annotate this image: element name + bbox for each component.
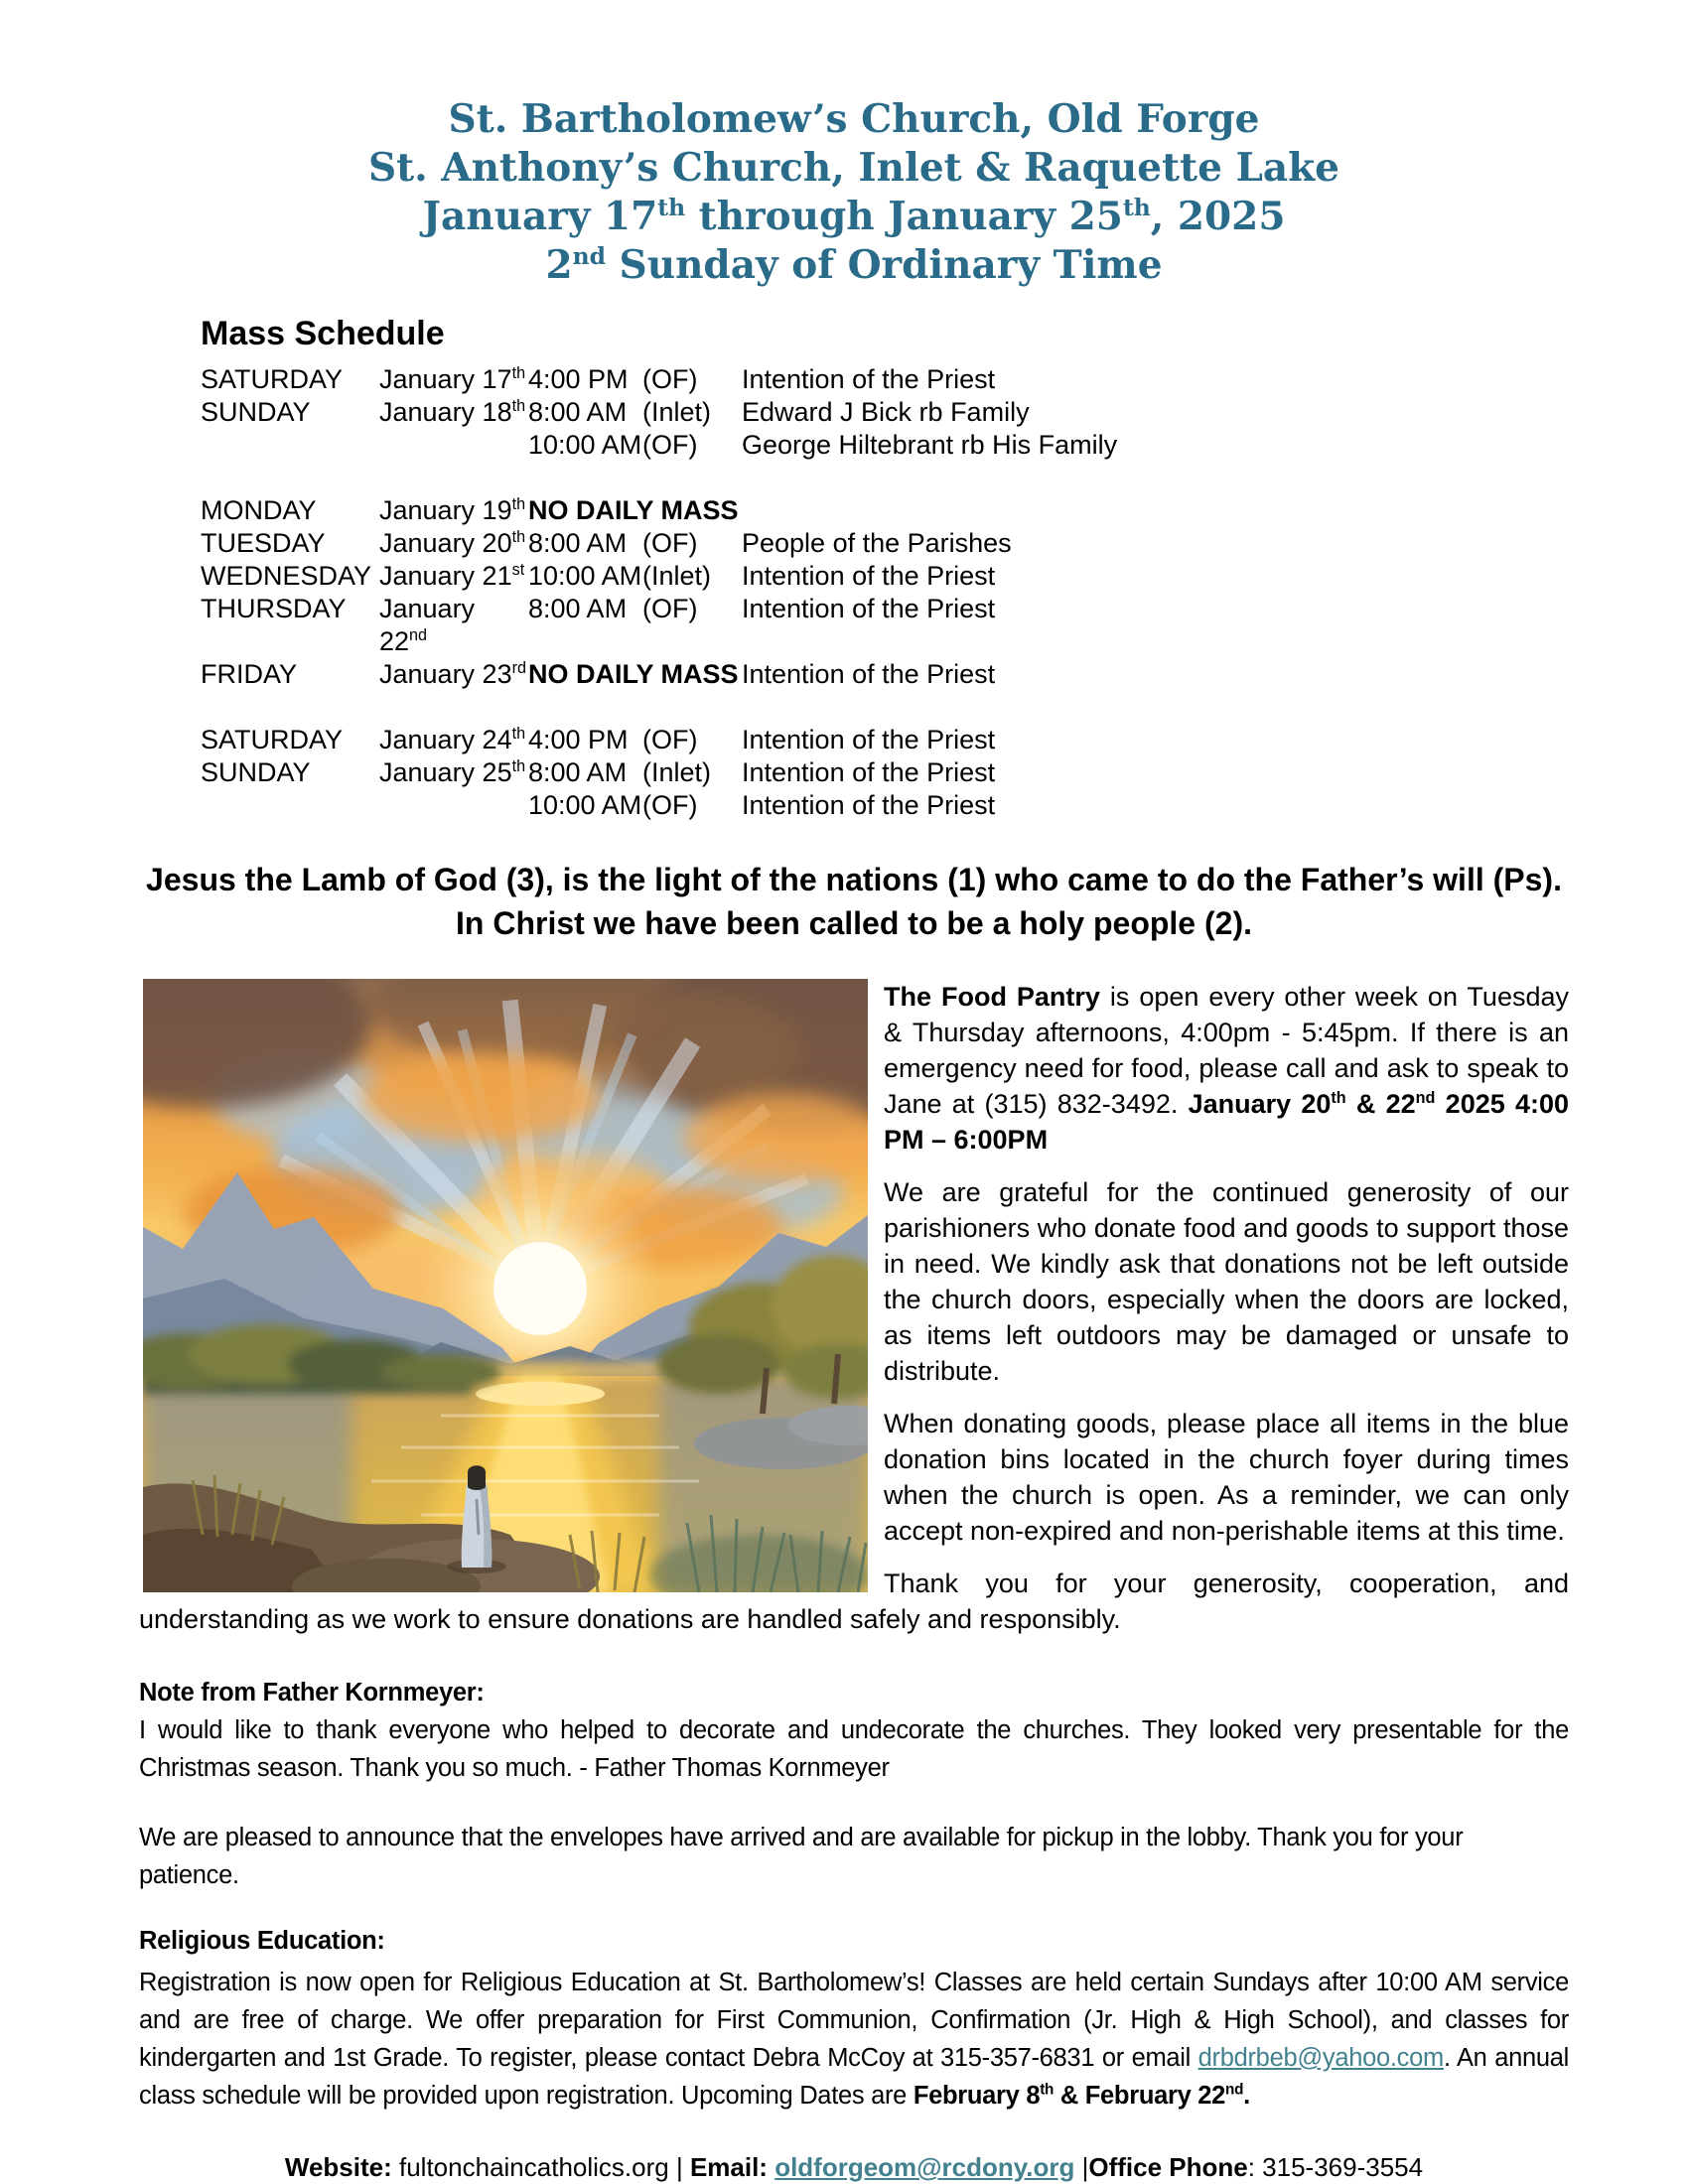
bulletin-header: [139, 95, 1569, 290]
church-name-line-2: [139, 144, 1569, 193]
schedule-intention: Intention of the Priest: [742, 659, 996, 689]
schedule-day: [201, 429, 379, 462]
schedule-row: [201, 756, 1569, 789]
schedule-intention: [742, 494, 1569, 527]
schedule-date: [379, 429, 528, 462]
schedule-time: NO DAILY MASS: [528, 659, 739, 689]
text-segment: .: [1243, 2082, 1250, 2110]
schedule-row: [201, 560, 1569, 593]
schedule-date: January 24th: [379, 725, 526, 754]
schedule-time: 8:00 AM: [528, 594, 628, 623]
schedule-date: January 19th: [379, 495, 526, 525]
text-segment: fultonchaincatholics.org: [399, 2152, 676, 2182]
text-segment: |: [675, 2152, 690, 2182]
schedule-day: SUNDAY: [201, 757, 311, 787]
text-segment: nd: [1415, 1089, 1436, 1107]
schedule-intention: Edward J Bick rb Family: [742, 397, 1030, 427]
text-segment: 2025 4:00 PM – 6:00PM: [884, 1089, 1569, 1155]
schedule-date: January 23rd: [379, 659, 526, 689]
schedule-intention: Intention of the Priest: [742, 594, 996, 623]
religious-education-body: [139, 1964, 1569, 2115]
text-segment: & 22: [1345, 1089, 1416, 1119]
schedule-location: (Inlet): [642, 757, 712, 787]
schedule-day: THURSDAY: [201, 594, 347, 623]
text-segment: February 8: [913, 2082, 1041, 2110]
religious-education-section: [139, 1922, 1569, 2115]
text-segment: , 2025: [1150, 194, 1286, 239]
text-segment: th: [1122, 194, 1151, 221]
schedule-time: 8:00 AM: [528, 528, 628, 558]
schedule-row: [201, 527, 1569, 560]
contact-footer: [139, 2152, 1569, 2183]
schedule-intention: Intention of the Priest: [742, 561, 996, 591]
schedule-intention: Intention of the Priest: [742, 725, 996, 754]
text-segment: The Food Pantry: [884, 982, 1100, 1012]
schedule-location: (OF): [642, 725, 698, 754]
sunset-lake-artwork: [143, 979, 868, 1592]
text-segment: January 17: [422, 194, 658, 239]
schedule-time: NO DAILY MASS: [528, 495, 739, 525]
schedule-location: (OF): [642, 790, 698, 820]
schedule-day: [201, 789, 379, 822]
mass-schedule-rows: [139, 363, 1569, 822]
schedule-location: (OF): [642, 364, 698, 394]
registration-email-link[interactable]: drbdrbeb@yahoo.com: [1197, 2044, 1444, 2072]
envelopes-announcement: We are pleased to announce that the envelopes have arrived and are available for pickup in the lobby. Thank you for your patience.: [139, 1824, 1464, 1889]
schedule-intention: Intention of the Priest: [742, 364, 996, 394]
schedule-row: [201, 593, 1569, 658]
schedule-row: [201, 658, 1569, 691]
schedule-date: January 17th: [379, 364, 526, 394]
pastor-note-heading: Note from Father Kornmeyer:: [139, 1679, 485, 1706]
schedule-time: 8:00 AM: [528, 397, 628, 427]
schedule-date: January 21st: [379, 561, 525, 591]
schedule-date: January 22nd: [379, 594, 476, 656]
schedule-row: [201, 396, 1569, 429]
schedule-time: 8:00 AM: [528, 757, 628, 787]
text-segment: & February 22: [1054, 2082, 1226, 2110]
schedule-day: WEDNESDAY: [201, 561, 372, 591]
text-segment: th: [1040, 2081, 1055, 2099]
schedule-location: (OF): [642, 528, 698, 558]
schedule-time: 4:00 PM: [528, 364, 629, 394]
text-segment: 2: [545, 242, 573, 288]
mass-schedule-title: Mass Schedule: [201, 315, 445, 352]
schedule-day: TUESDAY: [201, 528, 326, 558]
text-segment: Website:: [284, 2152, 399, 2182]
schedule-spacer: [139, 462, 1569, 494]
text-segment: nd: [1225, 2081, 1244, 2099]
date-range-line: [139, 193, 1569, 241]
schedule-intention: People of the Parishes: [742, 528, 1012, 558]
office-email-link[interactable]: oldforgeom@rcdony.org: [774, 2152, 1075, 2182]
mass-schedule-section: [139, 312, 1569, 822]
text-segment: Thank you for your generosity, cooperation, and understanding as we work to ensure donations are handled safely and responsibly.: [139, 1569, 1569, 1634]
schedule-row: [201, 429, 1569, 462]
text-segment: We are grateful for the continued generosity of our parishioners who donate food and goods to support those in need. We kindly ask that donations not be left outside the church doors, especially when the doors are locked, as items left outdoors may be damaged or unsafe to distribute.: [884, 1177, 1569, 1386]
schedule-day: MONDAY: [201, 495, 317, 525]
schedule-row: [201, 363, 1569, 396]
text-segment: January 20: [1188, 1089, 1332, 1119]
church-name-line-1: [139, 95, 1569, 144]
pantry-and-artwork-block: [139, 979, 1569, 1654]
text-segment: nd: [572, 242, 606, 270]
text-segment: When donating goods, please place all items in the blue donation bins located in the church foyer during times when the church is open. As a reminder, we can only accept non-expired and non-perishable items at this time.: [884, 1409, 1569, 1546]
schedule-day: SATURDAY: [201, 364, 344, 394]
text-segment: Sunday of Ordinary Time: [605, 242, 1163, 288]
schedule-date: January 20th: [379, 528, 526, 558]
schedule-date: January 25th: [379, 757, 526, 787]
schedule-intention: Intention of the Priest: [742, 757, 996, 787]
text-segment: : 315-369-3554: [1247, 2152, 1424, 2182]
text-segment: through January 25: [685, 194, 1123, 239]
schedule-location: (Inlet): [642, 397, 712, 427]
sunset-artwork-image: [143, 979, 868, 1592]
liturgical-sunday-line: [139, 241, 1569, 290]
text-segment: Office Phone: [1088, 2152, 1248, 2182]
schedule-spacer: [139, 691, 1569, 724]
schedule-location: (OF): [642, 430, 698, 460]
schedule-row: [201, 789, 1569, 822]
schedule-intention: George Hiltebrant rb His Family: [742, 430, 1118, 460]
schedule-row: [201, 494, 1569, 527]
text-segment: St. Anthony’s Church, Inlet & Raquette Lake: [367, 145, 1339, 191]
pastor-note-section: [139, 1674, 1569, 1787]
schedule-location: (Inlet): [642, 561, 712, 591]
text-segment: St. Bartholomew’s Church, Old Forge: [448, 96, 1260, 142]
schedule-date: January 18th: [379, 397, 526, 427]
schedule-time: 10:00 AM: [528, 430, 642, 460]
text-segment: |: [1074, 2152, 1089, 2182]
text-segment: Registration is now open for Religious Education at St. Bartholomew’s! Classes are held certain Sundays after 10:00 AM service and are free of charge. We offer preparation for First Communion, Confirmation (Jr. High & High School), and classes for kindergarten and 1st Grade. To register, please contact Debra McCoy at 315-357-6831 or email: [139, 1969, 1569, 2072]
schedule-date: [379, 789, 528, 822]
schedule-intention: Intention of the Priest: [742, 790, 996, 820]
schedule-row: [201, 724, 1569, 756]
schedule-day: SUNDAY: [201, 397, 311, 427]
text-segment: th: [657, 194, 686, 221]
text-segment: is open every other week on Tuesday & Thursday afternoons, 4:00pm - 5:45pm. If there is an emergency need for food, please call and ask to speak to Jane at (315) 832-3492.: [884, 982, 1569, 1119]
text-segment: . An annual class schedule will be provided upon registration. Upcoming Dates are: [139, 2044, 1569, 2110]
schedule-time: 10:00 AM: [528, 561, 642, 591]
religious-education-heading: Religious Education:: [139, 1927, 385, 1955]
weekly-reflection-headline: Jesus the Lamb of God (3), is the light of the nations (1) who came to do the Father’s will (Ps). In Christ we have been called to be a holy people (2).: [146, 862, 1562, 941]
schedule-location: (OF): [642, 594, 698, 623]
pastor-note-body: I would like to thank everyone who helped to decorate and undecorate the churches. They looked very presentable for the Christmas season. Thank you so much. - Father Thomas Kornmeyer: [139, 1716, 1569, 1782]
text-segment: Email:: [689, 2152, 775, 2182]
schedule-time: 10:00 AM: [528, 790, 642, 820]
schedule-day: SATURDAY: [201, 725, 344, 754]
schedule-day: FRIDAY: [201, 659, 298, 689]
schedule-time: 4:00 PM: [528, 725, 629, 754]
text-segment: th: [1331, 1089, 1346, 1107]
